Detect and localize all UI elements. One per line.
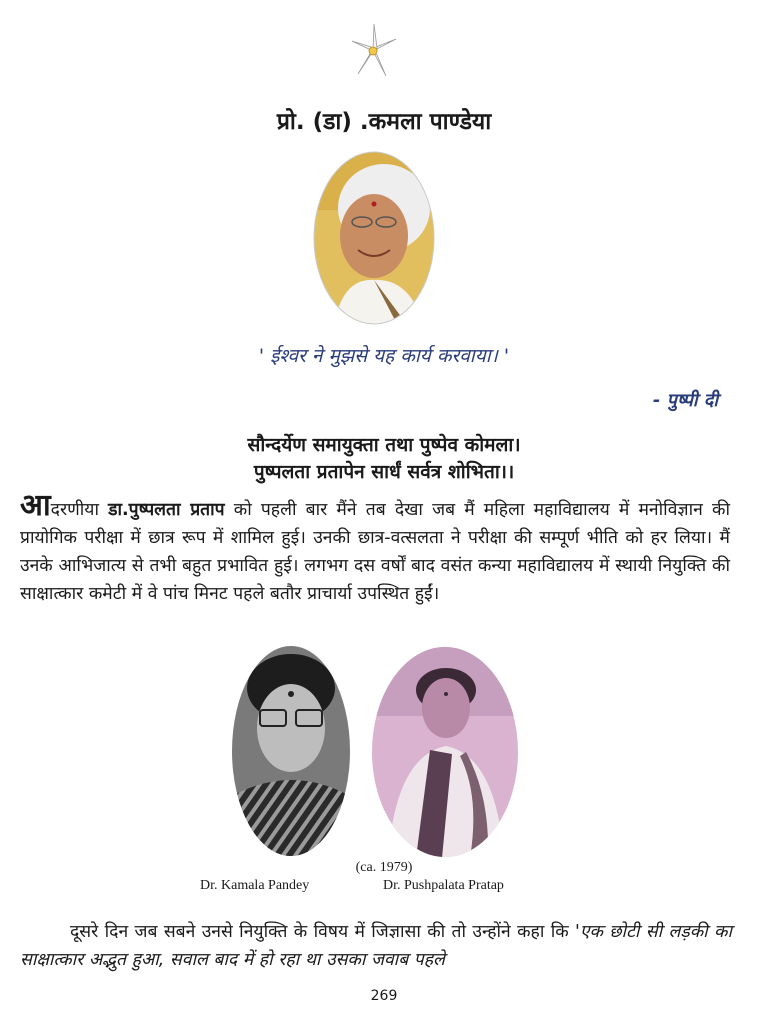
photo-caption-year: (ca. 1979) [355, 860, 413, 875]
paragraph-2-text: दूसरे दिन जब सबने उनसे नियुक्ति के विषय में जिज्ञासा की तो उन्होंने कहा कि [70, 922, 576, 942]
flower-ornament-icon [338, 20, 408, 82]
photo-caption-left: Dr. Kamala Pandey [200, 878, 310, 893]
paragraph-1-bold-name: डा.पुष्पलता प्रताप [108, 500, 225, 520]
quote-attribution: - पुष्पी दी [652, 390, 718, 411]
photo-kamala-pandey [232, 646, 350, 856]
sanskrit-verse-line-1: सौन्दर्येण समायुक्ता तथा पुष्पेव कोमला। [247, 434, 521, 456]
body-paragraph-2 [20, 918, 732, 974]
sanskrit-verse-line-2: पुष्पलता प्रतापेन सार्धं सर्वत्र शोभिता।। [253, 461, 515, 483]
page-title: प्रो. (डा) .कमला पाण्डेया [276, 109, 492, 135]
portrait-kamala-pandey [312, 150, 436, 326]
paragraph-1-rest: को पहली बार मैंने तब देखा जब मैं महिला महाविद्यालय में मनोविज्ञान की प्रायोगिक परीक्षा में छात्र रूप में शामिल हुई। उनकी छात्र-वत्सलता ने परीक्षा की सम्पूर्ण भीति को हर लिया। मैं उनके आभिजात्य से तभी बहुत प्रभावित हुई। लगभग दस वर्षों बाद वसंत कन्या महाविद्यालय में स्थायी नियुक्ति की साक्षात्कार कमेटी में वे पांच मिनट पहले बतौर प्राचार्या उपस्थित हुईं। [20, 500, 730, 604]
body-paragraph-1 [20, 488, 730, 608]
quote-text: ' ईश्वर ने मुझसे यह कार्य करवाया। ' [258, 345, 510, 367]
photo-caption-right: Dr. Pushpalata Pratap [383, 878, 504, 893]
paragraph-2-quote: 'एक छोटी सी लड़की का साक्षात्कार अद्भुत हुआ, सवाल बाद में हो रहा था उसका जवाब पहले [20, 922, 732, 970]
paragraph-1-start: दरणीया [50, 500, 109, 520]
drop-cap-letter: आ [20, 488, 51, 523]
photo-pushpalata-pratap [370, 646, 520, 858]
page-number: 269 [370, 988, 398, 1004]
